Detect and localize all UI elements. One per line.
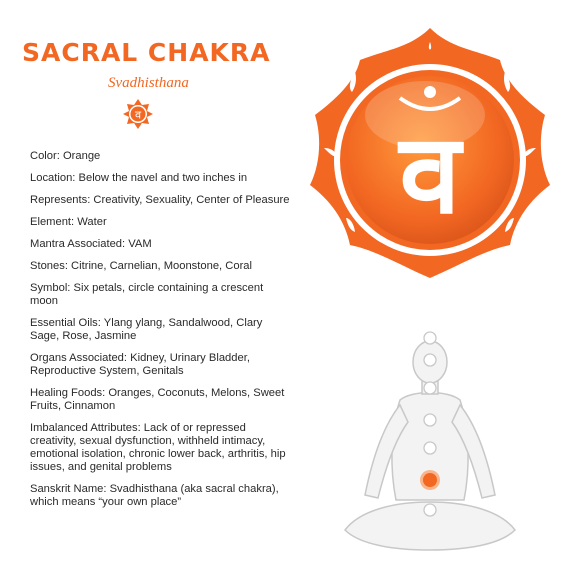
info-organs: Organs Associated: Kidney, Urinary Bladder, Reproductive System, Genitals <box>30 352 250 377</box>
info-symbol: Symbol: Six petals, circle containing a crescent moon <box>30 282 264 307</box>
info-location: Location: Below the navel and two inches in <box>30 172 248 184</box>
sacral-point <box>423 473 437 487</box>
info-mantra: Mantra Associated: VAM <box>30 238 152 250</box>
info-healing-foods: Healing Foods: Oranges, Coconuts, Melons, Sweet Fruits, Cinnamon <box>30 387 285 412</box>
info-stones: Stones: Citrine, Carnelian, Moonstone, Coral <box>30 260 252 272</box>
small-chakra-icon <box>122 98 154 130</box>
meditating-figure-icon <box>330 330 530 560</box>
info-element: Element: Water <box>30 216 107 228</box>
info-represents: Represents: Creativity, Sexuality, Center of Pleasure <box>30 194 290 206</box>
info-essential-oils: Essential Oils: Ylang ylang, Sandalwood, Clary Sage, Rose, Jasmine <box>30 317 263 342</box>
info-color: Color: Orange <box>30 150 101 162</box>
page-title: SACRAL CHAKRA <box>22 38 271 67</box>
page-subtitle: Svadhisthana <box>108 75 189 91</box>
small-chakra-glyph: व <box>134 108 142 122</box>
sacral-chakra-symbol-icon <box>300 20 560 285</box>
chakra-info-list <box>30 150 292 518</box>
info-imbalanced-attributes: Imbalanced Attributes: Lack of or repressed creativity, sexual dysfunction, withheld intimacy, emotional isolation, chronic lower back, arthritis, hip issues, and genital problems <box>30 422 286 473</box>
info-sanskrit-name: Sanskrit Name: Svadhisthana (aka sacral chakra), which means “your own place” <box>30 483 279 508</box>
big-chakra-glyph: व <box>399 110 461 238</box>
